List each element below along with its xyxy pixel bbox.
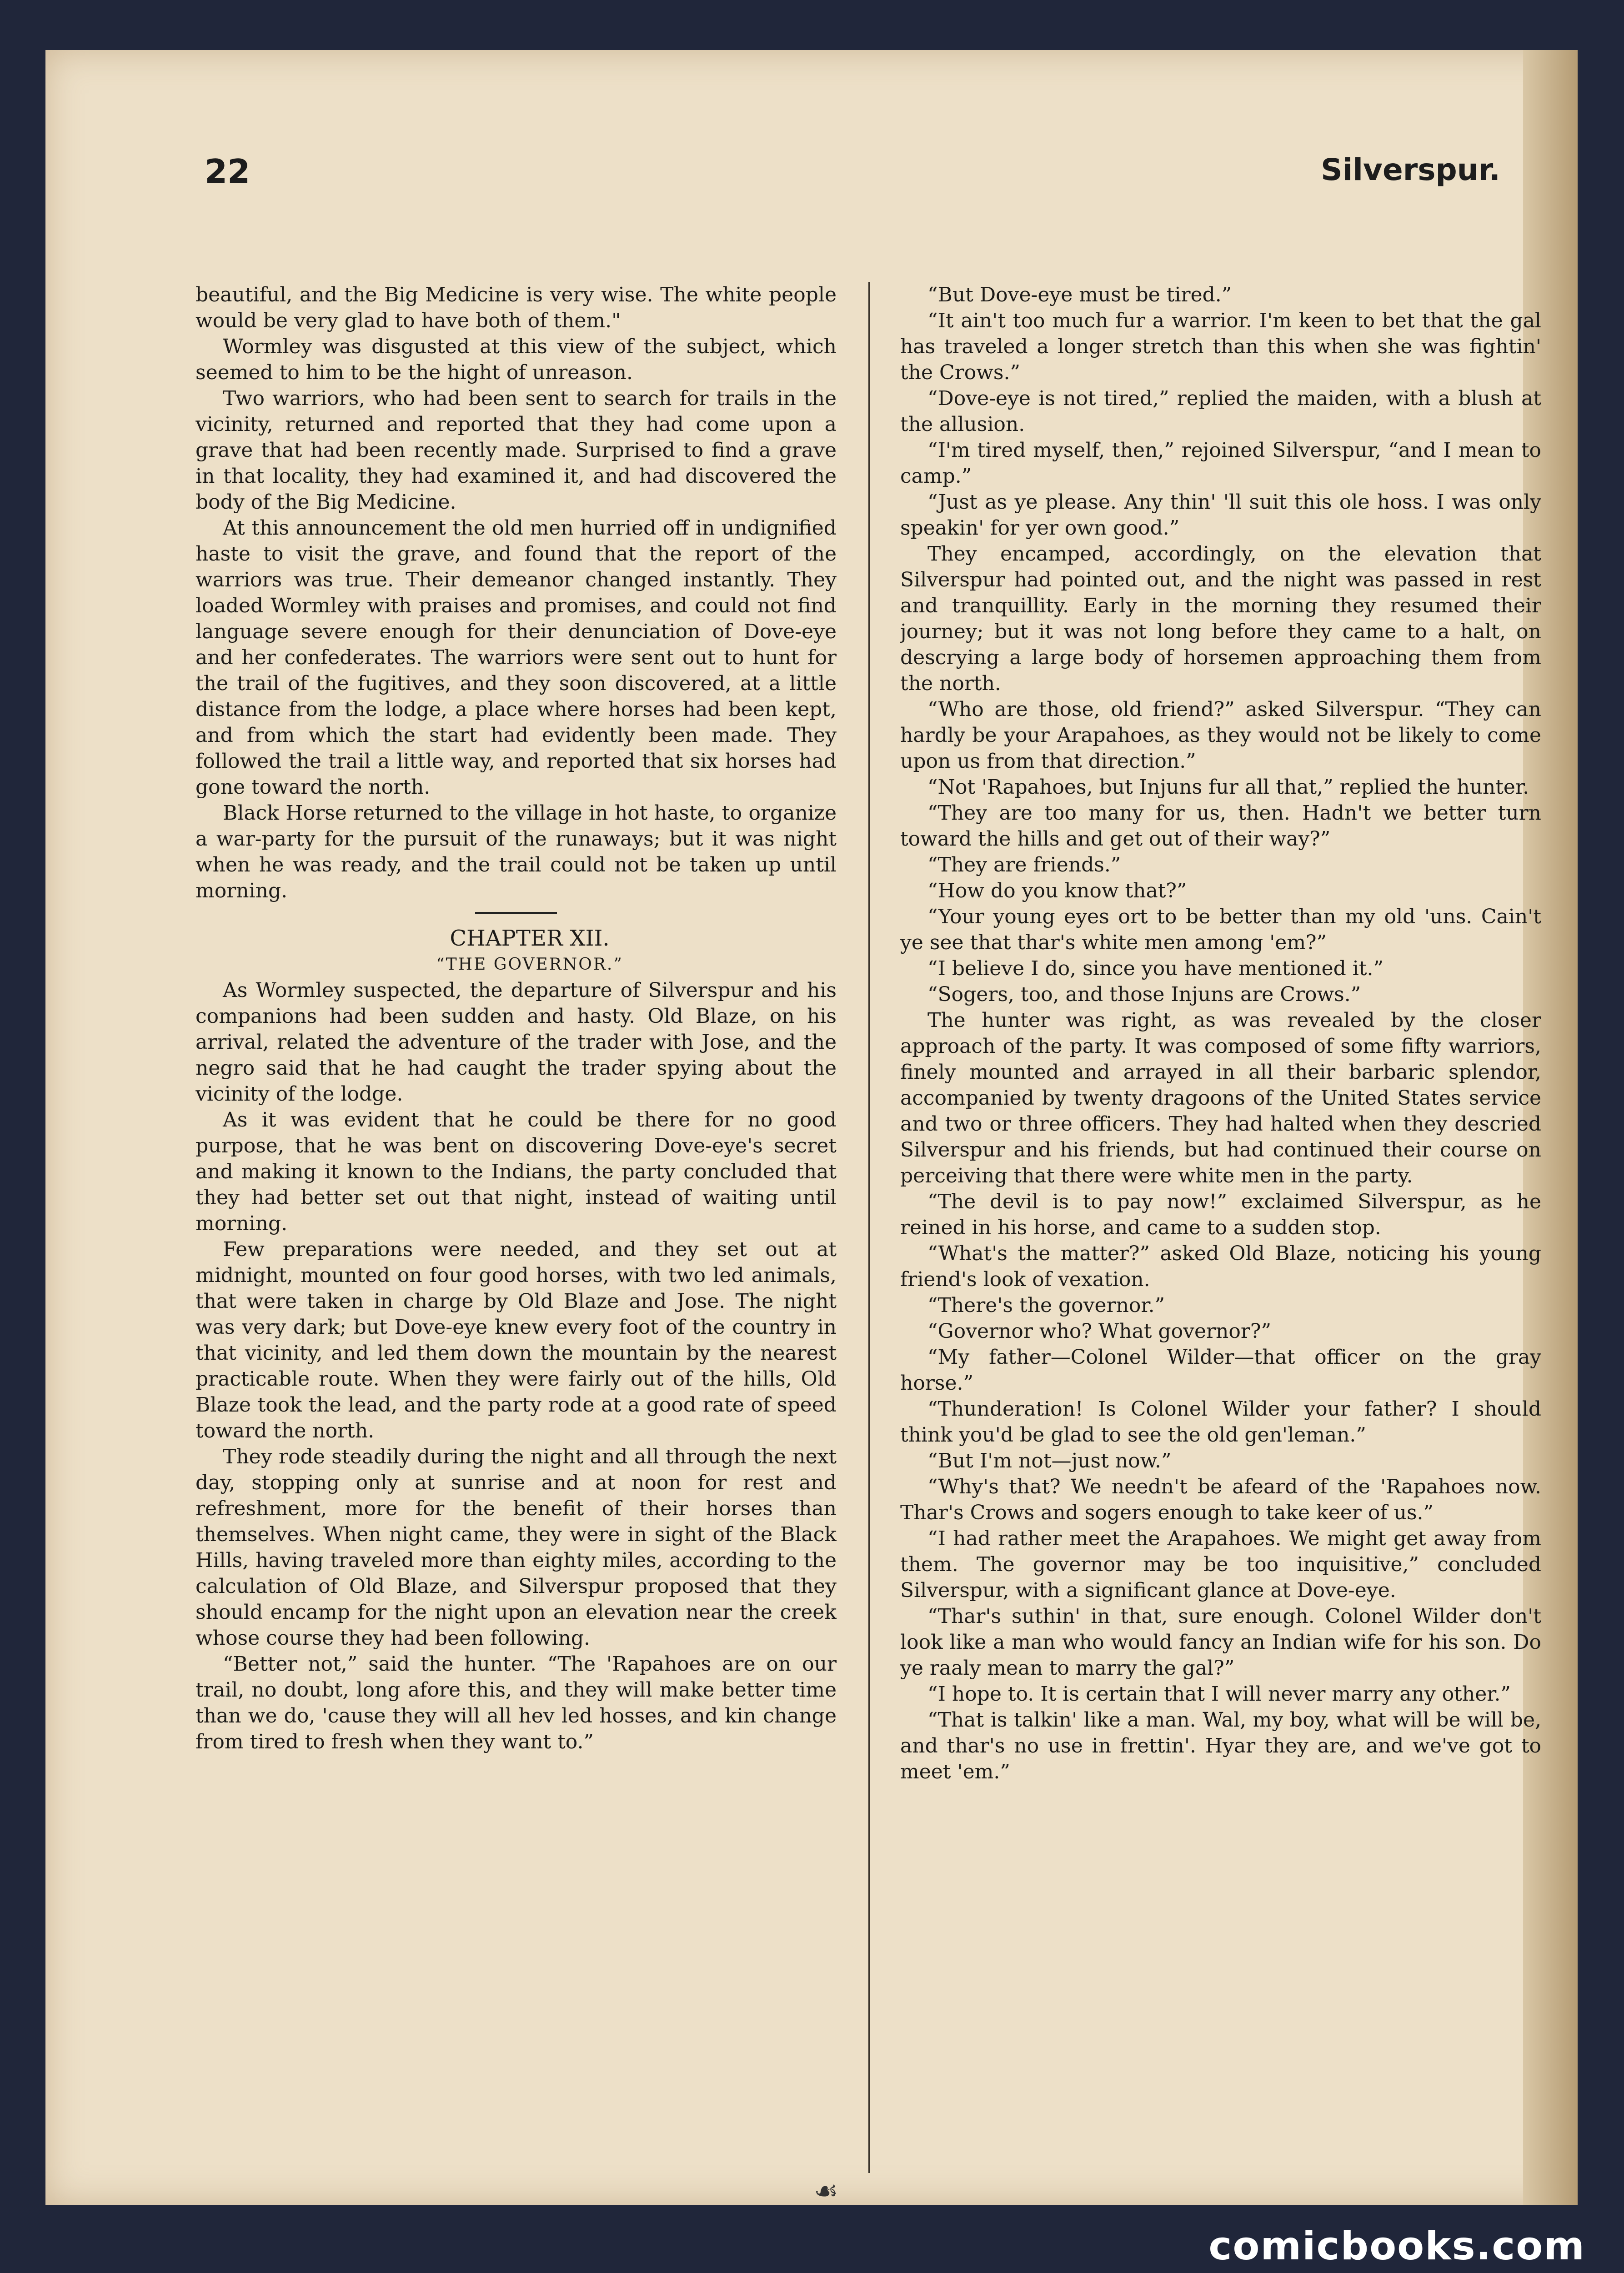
paragraph: They encamped, accordingly, on the elevation that Silverspur had pointed out, and the night was passed in rest and tranquillity. Early in the morning they resumed their journey; but it was not long before they came to a halt, on descrying a large body of horsemen approaching them from the north. [900,542,1541,695]
paragraph: “Thar's suthin' in that, sure enough. Colonel Wilder don't look like a man who would fancy an Indian wife for his son. Do ye raaly mean to marry the gal?” [900,1605,1541,1680]
paragraph: “How do you know that?” [927,879,1187,902]
paragraph: “They are too many for us, then. Hadn't we better turn toward the hills and get out of their way?” [900,801,1541,851]
paragraph: “I had rather meet the Arapahoes. We might get away from them. The governor may be too inquisitive,” concluded Silverspur, with a significant glance at Dove-eye. [900,1527,1541,1602]
paragraph: “I'm tired myself, then,” rejoined Silverspur, “and I mean to camp.” [900,439,1541,488]
watermark: comicbooks.com [1208,2223,1585,2269]
paragraph: At this announcement the old men hurried off in undignified haste to visit the grave, and found that the report of the warriors was true. Their demeanor changed instantly. They loaded Wormley with praises and promises, and could not find language severe enough for their denunciation of Dove-eye and her confederates. The warriors were sent out to hunt for the trail of the fugitives, and they soon discovered, at a little distance from the lodge, a place where horses had been kept, and from which the start had evidently been made. They followed the trail a little way, and reported that six horses had gone toward the north. [195,516,837,799]
paragraph: “Not 'Rapahoes, but Injuns fur all that,” replied the hunter. [927,776,1529,799]
paragraph: “I believe I do, since you have mentioned it.” [927,957,1384,980]
paragraph: beautiful, and the Big Medicine is very wise. The white people would be very glad to have both of them." [195,283,837,332]
paragraph: “What's the matter?” asked Old Blaze, noticing his young friend's look of vexation. [900,1242,1541,1291]
paragraph: Black Horse returned to the village in hot haste, to organize a war-party for the pursuit of the runaways; but it was night when he was ready, and the trail could not be taken up until morning. [195,801,837,902]
paragraph: “The devil is to pay now!” exclaimed Silverspur, as he reined in his horse, and came to a sudden stop. [900,1190,1541,1239]
paragraph: “My father—Colonel Wilder—that officer on the gray horse.” [900,1346,1541,1395]
page-number: 22 [205,152,251,190]
paragraph: “Just as ye please. Any thin' 'll suit this ole hoss. I was only speakin' for yer own good.” [900,491,1541,540]
paragraph: “They are friends.” [927,853,1121,876]
paragraph: “That is talkin' like a man. Wal, my boy, what will be will be, and thar's no use in frettin'. Hyar they are, and we've got to meet 'em.” [900,1708,1541,1783]
paragraph: Two warriors, who had been sent to search for trails in the vicinity, returned and reported that they had come upon a grave that had been recently made. Surprised to find a grave in that locality, they had examined it, and had discovered the body of the Big Medicine. [195,387,837,514]
text-columns [195,282,1541,2173]
paragraph: “Who are those, old friend?” asked Silverspur. “They can hardly be your Arapahoes, as they would not be likely to come upon us from that direction.” [900,698,1541,773]
paragraph: “Why's that? We needn't be afeard of the 'Rapahoes now. Thar's Crows and sogers enough to take keer of us.” [900,1475,1541,1524]
paragraph: They rode steadily during the night and all through the next day, stopping only at sunrise and at noon for rest and refreshment, more for the benefit of their horses than themselves. When night came, they were in sight of the Black Hills, having traveled more than eighty miles, according to the calculation of Old Blaze, and Silverspur proposed that they should encamp for the night upon an elevation near the creek whose course they had been following. [195,1445,837,1650]
right-column [900,282,1541,2173]
left-column [195,282,837,2173]
paragraph: “It ain't too much fur a warrior. I'm keen to bet that the gal has traveled a longer stretch than this when she was fightin' the Crows.” [900,309,1541,384]
chapter-subtitle: “THE GOVERNOR.” [436,955,623,974]
paragraph: “There's the governor.” [927,1294,1165,1317]
paragraph: “Sogers, too, and those Injuns are Crows.” [927,983,1361,1006]
ornament-icon: ☙ [814,2175,838,2205]
paragraph: Wormley was disgusted at this view of the subject, which seemed to him to be the hight of unreason. [195,335,837,384]
paragraph: “But I'm not—just now.” [927,1449,1172,1472]
running-head [205,152,1500,202]
column-divider [868,282,870,2173]
paragraph: “But Dove-eye must be tired.” [927,283,1232,306]
paragraph: “Governor who? What governor?” [927,1320,1271,1343]
paragraph: “Your young eyes ort to be better than my old 'uns. Cain't ye see that thar's white men among 'em?” [900,905,1541,954]
chapter-heading: CHAPTER XII. [450,926,610,951]
paragraph: Few preparations were needed, and they set out at midnight, mounted on four good horses, with two led animals, that were taken in charge by Old Blaze and Jose. The night was very dark; but Dove-eye knew every foot of the country in that vicinity, and led them down the mountain by the nearest practicable route. When they were fairly out of the hills, Old Blaze took the lead, and the party rode at a good rate of speed toward the north. [195,1238,837,1442]
paragraph: “Dove-eye is not tired,” replied the maiden, with a blush at the allusion. [900,387,1541,436]
paragraph: As Wormley suspected, the departure of Silverspur and his companions had been sudden and hasty. Old Blaze, on his arrival, related the adventure of the trader with Jose, and the negro said that he had caught the trader spying about the vicinity of the lodge. [195,979,837,1106]
paragraph: “I hope to. It is certain that I will never marry any other.” [927,1682,1511,1706]
paragraph: “Thunderation! Is Colonel Wilder your father? I should think you'd be glad to see the old gen'leman.” [900,1397,1541,1447]
paragraph: As it was evident that he could be there for no good purpose, that he was bent on discovering Dove-eye's secret and making it known to the Indians, the party concluded that they had better set out that night, instead of waiting until morning. [195,1108,837,1235]
paragraph: The hunter was right, as was revealed by the closer approach of the party. It was composed of some fifty warriors, finely mounted and arrayed in all their barbaric splendor, accompanied by twenty dragoons of the United States service and two or three officers. They had halted when they descried Silverspur and his friends, but had continued their course on perceiving that there were white men in the party. [900,1009,1541,1187]
paragraph: “Better not,” said the hunter. “The 'Rapahoes are on our trail, no doubt, long afore this, and they will make better time than we do, 'cause they will all hev led hosses, and kin change from tired to fresh when they want to.” [195,1652,837,1753]
book-page [45,50,1578,2205]
chapter-rule [475,912,557,914]
running-title: Silverspur. [1321,152,1500,187]
